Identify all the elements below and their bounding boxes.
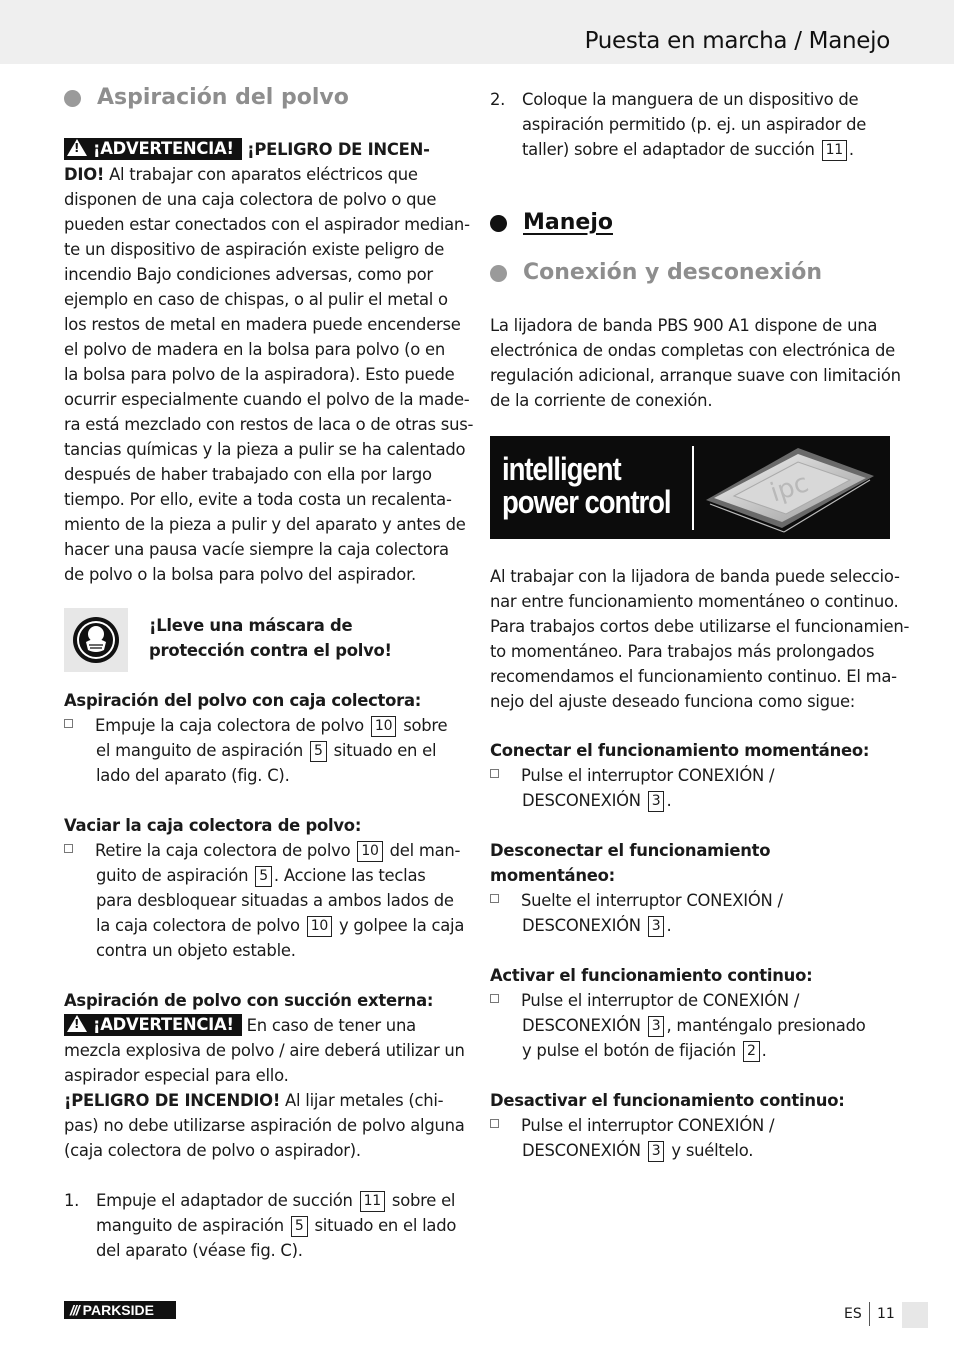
bullet-square-icon bbox=[490, 1119, 499, 1128]
ipc-chip-icon bbox=[700, 442, 880, 534]
footer-tab-marker bbox=[902, 1302, 928, 1328]
subheading-vaciar: Vaciar la caja colectora de polvo: bbox=[64, 816, 362, 835]
subheading-con-mom: Conectar el funcionamiento momentáneo: bbox=[490, 741, 870, 760]
heading-manejo: Manejo bbox=[490, 206, 890, 240]
parkside-logo: /// PARKSIDE bbox=[64, 1301, 176, 1319]
section-act-con: Activar el funcionamiento continuo: Pulse el interruptor de CONEXIÓN / DESCONEXIÓN 3 , manténgalo presionado y pulse el botón de fijación 2 . bbox=[490, 963, 890, 1063]
dust-mask-icon bbox=[72, 616, 120, 664]
bullet-dot-icon bbox=[490, 215, 507, 232]
section-externa: Aspiración de polvo con succión externa: ! ¡ADVERTENCIA! En caso de tener una mezcla explosiva de polvo / aire deberá utilizar un aspirador especial para ello. ¡PELIGRO DE INCENDIO! Al lijar metales (chi- pas) no debe utilizarse aspiración de polvo alguna (caja colectora de polvo o aspirador). bbox=[64, 988, 464, 1163]
bullet-dot-icon bbox=[64, 90, 81, 107]
part-number: 10 bbox=[307, 916, 332, 937]
warning-triangle-icon: ! bbox=[67, 139, 87, 156]
section-des-con: Desactivar el funcionamiento continuo: Pulse el interruptor CONEXIÓN / DESCONEXIÓN 3 y suéltelo. bbox=[490, 1088, 890, 1163]
part-number: 11 bbox=[822, 140, 847, 161]
heading-conexion: Conexión y desconexión bbox=[490, 256, 890, 290]
subheading-externa: Aspiración de polvo con succión externa: bbox=[64, 991, 434, 1010]
step-1: 1. Empuje el adaptador de succión 11 sobre el manguito de aspiración 5 situado en el lado del aparato (véase fig. C). bbox=[64, 1191, 457, 1260]
part-number: 11 bbox=[360, 1191, 385, 1212]
part-number: 10 bbox=[357, 841, 382, 862]
fire-warning: ! ¡ADVERTENCIA! ¡PELIGRO DE INCEN- DIO! Al trabajar con aparatos eléctricos que disponen de una caja colectora de polvo o que pueden estar conectados con el aspirador median- te un dispositivo de aspiración existe peligro de incendio Bajo condiciones adversas, como por ejemplo en caso de chispas, o al pulir el metal o los restos de metal en madera puede encenderse el polvo de madera en la bolsa para polvo (o en la bolsa para polvo de la aspiradora). Esto puede ocurrir especialmente cuando el polvo de la made- ra está mezclado con restos de laca o de otras sus- tancias químicas y la pieza a pulir se ha calentado después de haber trabajado con ella por largo tiempo. Por ello, evite a toda costa un recalenta- miento de la pieza a pulir y del aparato y antes de hacer una pausa vacíe siempre la caja colectora de polvo o la bolsa para polvo del aspirador. bbox=[64, 139, 474, 584]
mode-paragraph: Al trabajar con la lijadora de banda puede seleccio- nar entre funcionamiento momentáneo o continuo. Para trabajos cortos debe utilizarse el funcionamien- to momentáneo. Para trabajos más prolongados recomendamos el funcionamiento continuo. El ma- nejo del ajuste deseado funciona como sigue: bbox=[490, 567, 910, 711]
bullet-square-icon bbox=[490, 894, 499, 903]
warning-badge: ! ¡ADVERTENCIA! bbox=[64, 1014, 242, 1036]
intro-paragraph: La lijadora de banda PBS 900 A1 dispone de una electrónica de ondas completas con electrónica de regulación adicional, arranque suave con limitación de la corriente de conexión. bbox=[490, 316, 901, 410]
part-number: 10 bbox=[371, 716, 396, 737]
ipc-banner-line2: power control bbox=[502, 484, 671, 520]
subheading-act-con: Activar el funcionamiento continuo: bbox=[490, 966, 813, 985]
part-number: 3 bbox=[648, 1016, 665, 1037]
page-title: Puesta en marcha / Manejo bbox=[584, 28, 890, 54]
heading-aspiracion: Aspiración del polvo bbox=[64, 81, 464, 115]
mask-notice-box bbox=[64, 608, 128, 672]
bullet-dot-icon bbox=[490, 265, 507, 282]
bullet-square-icon bbox=[64, 844, 73, 853]
ipc-divider bbox=[692, 446, 694, 530]
part-number: 5 bbox=[291, 1216, 308, 1237]
section-des-mom: Desconectar el funcionamiento momentáneo: Suelte el interruptor CONEXIÓN / DESCONEXIÓN 3 . bbox=[490, 838, 890, 938]
bullet-square-icon bbox=[490, 769, 499, 778]
warning-triangle-icon: ! bbox=[67, 1015, 87, 1032]
mask-notice: ¡Lleve una máscara de protección contra el polvo! bbox=[149, 616, 392, 660]
part-number: 2 bbox=[743, 1041, 760, 1062]
subheading-des-mom: Desconectar el funcionamiento bbox=[490, 841, 771, 860]
warning-badge: ! ¡ADVERTENCIA! bbox=[64, 138, 242, 160]
ipc-banner bbox=[490, 436, 890, 539]
part-number: 3 bbox=[648, 791, 665, 812]
part-number: 3 bbox=[648, 1141, 665, 1162]
section-con-mom: Conectar el funcionamiento momentáneo: Pulse el interruptor CONEXIÓN / DESCONEXIÓN 3 . bbox=[490, 738, 890, 813]
footer-language: ES bbox=[844, 1306, 862, 1322]
subheading-caja: Aspiración del polvo con caja colectora: bbox=[64, 691, 422, 710]
bullet-square-icon bbox=[64, 719, 73, 728]
subheading-des-con: Desactivar el funcionamiento continuo: bbox=[490, 1091, 845, 1110]
ipc-banner-line1: intelligent bbox=[502, 451, 621, 487]
step-2: 2. Coloque la manguera de un dispositivo de aspiración permitido (p. ej. un aspirador de taller) sobre el adaptador de succión 11 . bbox=[490, 90, 867, 159]
part-number: 5 bbox=[255, 866, 272, 887]
section-caja: Aspiración del polvo con caja colectora: Empuje la caja colectora de polvo 10 sobre el manguito de aspiración 5 situado en el lado del aparato (fig. C). bbox=[64, 688, 464, 788]
section-vaciar: Vaciar la caja colectora de polvo: Retire la caja colectora de polvo 10 del man- guito de aspiración 5 . Accione las teclas para desbloquear situadas a ambos lados de la caja colectora de polvo 10 y golpee la caja contra un objeto estable. bbox=[64, 813, 464, 963]
part-number: 3 bbox=[648, 916, 665, 937]
svg-text:ipc: ipc bbox=[766, 468, 813, 509]
footer-divider bbox=[869, 1302, 870, 1326]
bullet-square-icon bbox=[490, 994, 499, 1003]
part-number: 5 bbox=[310, 741, 327, 762]
page-number: 11 bbox=[877, 1306, 895, 1322]
